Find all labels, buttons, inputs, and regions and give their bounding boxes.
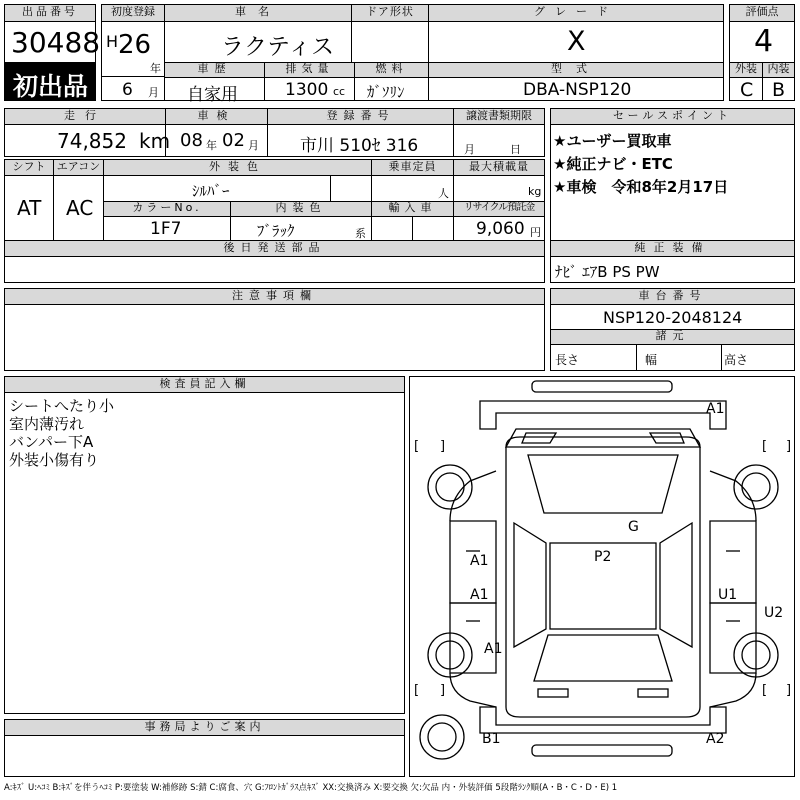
bracket-left-top-close: ] — [440, 439, 446, 454]
interior-cell — [762, 77, 795, 101]
bracket-right-top-close: ] — [786, 439, 792, 454]
shift-value: AT — [17, 196, 42, 220]
first-listing-badge — [4, 63, 96, 101]
int-color-label: 内装色 — [230, 201, 372, 217]
import-label: 輸入車 — [371, 201, 454, 217]
genuine-value: ﾅﾋﾞ ｴｱB PS PW — [555, 263, 660, 281]
bracket-right-top: [ — [762, 439, 768, 454]
displacement-unit: cc — [333, 85, 346, 98]
notes-label: 注意事項欄 — [4, 288, 545, 305]
model-code-label: 型式 — [428, 62, 724, 78]
model-code-value: DBA-NSP120 — [523, 80, 632, 100]
capacity-label: 乗車定員 — [371, 159, 454, 176]
score-cell — [729, 21, 795, 63]
car-diagram-drawing — [410, 377, 796, 778]
aircon-label: エアコン — [53, 159, 104, 176]
grade-cell — [428, 21, 724, 63]
exterior-label: 外装 — [729, 62, 763, 78]
genuine-label: 純正装備 — [550, 240, 795, 257]
inspector-line: 室内薄汚れ — [9, 415, 85, 433]
car-name: ラクティス — [221, 34, 335, 60]
inspection-label: 車検 — [165, 108, 268, 125]
reg-label: 初度登録 — [101, 4, 165, 22]
bracket-right-bottom: [ — [762, 683, 768, 698]
width-label: 幅 — [645, 353, 658, 367]
mileage-label: 走行 — [4, 108, 166, 125]
score-label: 評価点 — [729, 4, 795, 22]
int-color-unit: 系 — [355, 227, 366, 240]
ext-color-blank — [330, 175, 372, 202]
lot-number: 30488 — [11, 26, 101, 59]
import-cell-a — [371, 216, 413, 241]
inspection-month-unit: 月 — [248, 139, 259, 152]
damage-mark-left-top: A1 — [470, 553, 489, 569]
displacement-label: 排気量 — [264, 62, 355, 78]
recycle-unit: 円 — [530, 226, 541, 239]
shift-label: シフト — [4, 159, 54, 176]
transfer-month-unit: 月 — [464, 143, 475, 156]
damage-mark-left-mid: A1 — [470, 587, 489, 603]
damage-mark-u2: U2 — [764, 605, 784, 621]
width-cell — [636, 344, 722, 371]
sales-point-line: ★純正ナビ・ETC — [553, 155, 673, 173]
mileage-unit: km — [139, 129, 171, 153]
capacity-cell — [371, 175, 454, 202]
ext-color-label: 外装色 — [103, 159, 372, 176]
plate-value: 市川 510ｾ 316 — [300, 136, 419, 156]
damage-mark-left-bottom: A1 — [484, 641, 503, 657]
notes-cell — [4, 304, 545, 371]
bracket-left-top: [ — [414, 439, 420, 454]
history-value: 自家用 — [187, 85, 238, 105]
int-color-cell — [230, 216, 372, 241]
inspection-year: 08 — [180, 130, 203, 151]
reg-year: 26 — [118, 30, 152, 60]
length-cell — [550, 344, 637, 371]
history-cell — [164, 77, 265, 105]
bracket-left-bottom-close: ] — [440, 683, 446, 698]
exterior-cell — [729, 77, 763, 101]
ext-color-value: ｼﾙﾊﾞｰ — [192, 182, 230, 200]
damage-mark-g: G — [628, 519, 639, 535]
sales-point-line: ★車検 令和8年2月17日 — [553, 178, 729, 196]
transfer-cell — [453, 124, 545, 157]
exterior-value: C — [740, 79, 754, 101]
fuel-value: ｶﾞｿﾘﾝ — [367, 83, 405, 101]
score-value: 4 — [754, 24, 774, 59]
dims-label: 諸元 — [550, 329, 795, 345]
grade-label: グレード — [428, 4, 724, 22]
inspector-label: 検査員記入欄 — [4, 376, 405, 393]
inspector-line: シートへたり小 — [9, 397, 115, 415]
color-no-cell — [103, 216, 231, 241]
damage-mark-front: A1 — [706, 401, 725, 417]
chassis-value: NSP120-2048124 — [603, 308, 743, 327]
shift-cell — [4, 175, 54, 241]
displacement-value: 1300 — [285, 80, 329, 100]
lot-number-cell — [4, 21, 101, 63]
car-name-label: 車名 — [164, 4, 352, 22]
chassis-label: 車台番号 — [550, 288, 795, 305]
damage-mark-p2: P2 — [594, 549, 612, 565]
plate-label: 登録番号 — [267, 108, 454, 125]
mileage-cell — [4, 124, 171, 157]
sales-point-line: ★ユーザー買取車 — [553, 132, 672, 150]
interior-value: B — [772, 79, 786, 101]
color-no-value: 1F7 — [150, 219, 182, 239]
damage-mark-u1: U1 — [718, 587, 738, 603]
aircon-cell — [53, 175, 104, 241]
later-parts-cell — [4, 256, 545, 283]
transfer-label: 譲渡書類期限 — [453, 108, 545, 125]
door-cell — [351, 21, 429, 63]
reg-year-cell — [101, 21, 165, 77]
inspector-line: 外装小傷有り — [9, 451, 100, 469]
height-label: 高さ — [724, 353, 749, 367]
reg-era: H — [106, 32, 119, 51]
ext-color-cell — [103, 175, 331, 202]
recycle-cell — [453, 216, 545, 241]
grade-value: X — [567, 26, 586, 57]
first-listing-text: 初出品 — [13, 72, 89, 101]
model-code-cell — [428, 77, 724, 101]
reg-month-unit: 月 — [148, 86, 159, 99]
later-parts-label: 後日発送部品 — [4, 240, 545, 257]
chassis-cell — [550, 304, 795, 330]
reg-month-cell — [101, 76, 165, 101]
inspector-line: バンパー下A — [9, 433, 94, 451]
load-label: 最大積載量 — [453, 159, 545, 176]
office-cell — [4, 735, 405, 777]
car-name-cell — [164, 21, 352, 63]
fuel-label: 燃料 — [354, 62, 429, 78]
recycle-label: リサイクル預託金 — [453, 201, 545, 217]
genuine-cell — [550, 256, 795, 283]
car-diagram — [409, 376, 795, 777]
color-no-label: カラーNo. — [103, 201, 231, 217]
bracket-left-bottom: [ — [414, 683, 420, 698]
sales-point-cell — [550, 124, 795, 241]
fuel-cell — [354, 77, 429, 101]
damage-legend: A:ｷｽﾞ U:ﾍｺﾐ B:ｷｽﾞを伴うﾍｺﾐ P:要塗装 W:補修跡 S:錆 C:腐食、穴 G:ﾌﾛﾝﾄｶﾞﾗｽ点ｷｽﾞ XX:交換済み X:要交換 欠:欠品 内・外装評価 5段階ﾗﾝｸ順(A・B・C・D・E) 1 — [4, 783, 618, 793]
int-color-value: ﾌﾞﾗｯｸ — [257, 222, 295, 240]
damage-mark-a2: A2 — [706, 731, 725, 747]
history-label: 車歴 — [164, 62, 265, 78]
height-cell — [721, 344, 795, 371]
load-unit: kg — [528, 185, 542, 198]
import-cell-b — [412, 216, 454, 241]
aircon-value: AC — [66, 196, 94, 220]
transfer-day-unit: 日 — [510, 143, 521, 156]
mileage-value: 74,852 — [57, 129, 127, 153]
office-label: 事務局よりご案内 — [4, 719, 405, 736]
sales-point-label: セールスポイント — [550, 108, 795, 125]
load-cell — [453, 175, 545, 202]
door-label: ドア形状 — [351, 4, 429, 22]
reg-year-unit: 年 — [150, 62, 161, 75]
displacement-cell — [264, 77, 355, 101]
plate-cell — [267, 124, 454, 157]
length-label: 長さ — [555, 353, 580, 367]
reg-month: 6 — [122, 80, 133, 100]
bracket-right-bottom-close: ] — [786, 683, 792, 698]
interior-label: 内装 — [762, 62, 795, 78]
capacity-unit: 人 — [438, 187, 449, 200]
inspection-cell — [165, 124, 268, 157]
lot-label: 出品番号 — [4, 4, 96, 22]
damage-mark-b1: B1 — [482, 731, 501, 747]
inspection-month: 02 — [222, 130, 245, 151]
recycle-value: 9,060 — [476, 219, 525, 239]
inspection-year-unit: 年 — [206, 139, 217, 152]
inspector-cell — [4, 392, 405, 714]
